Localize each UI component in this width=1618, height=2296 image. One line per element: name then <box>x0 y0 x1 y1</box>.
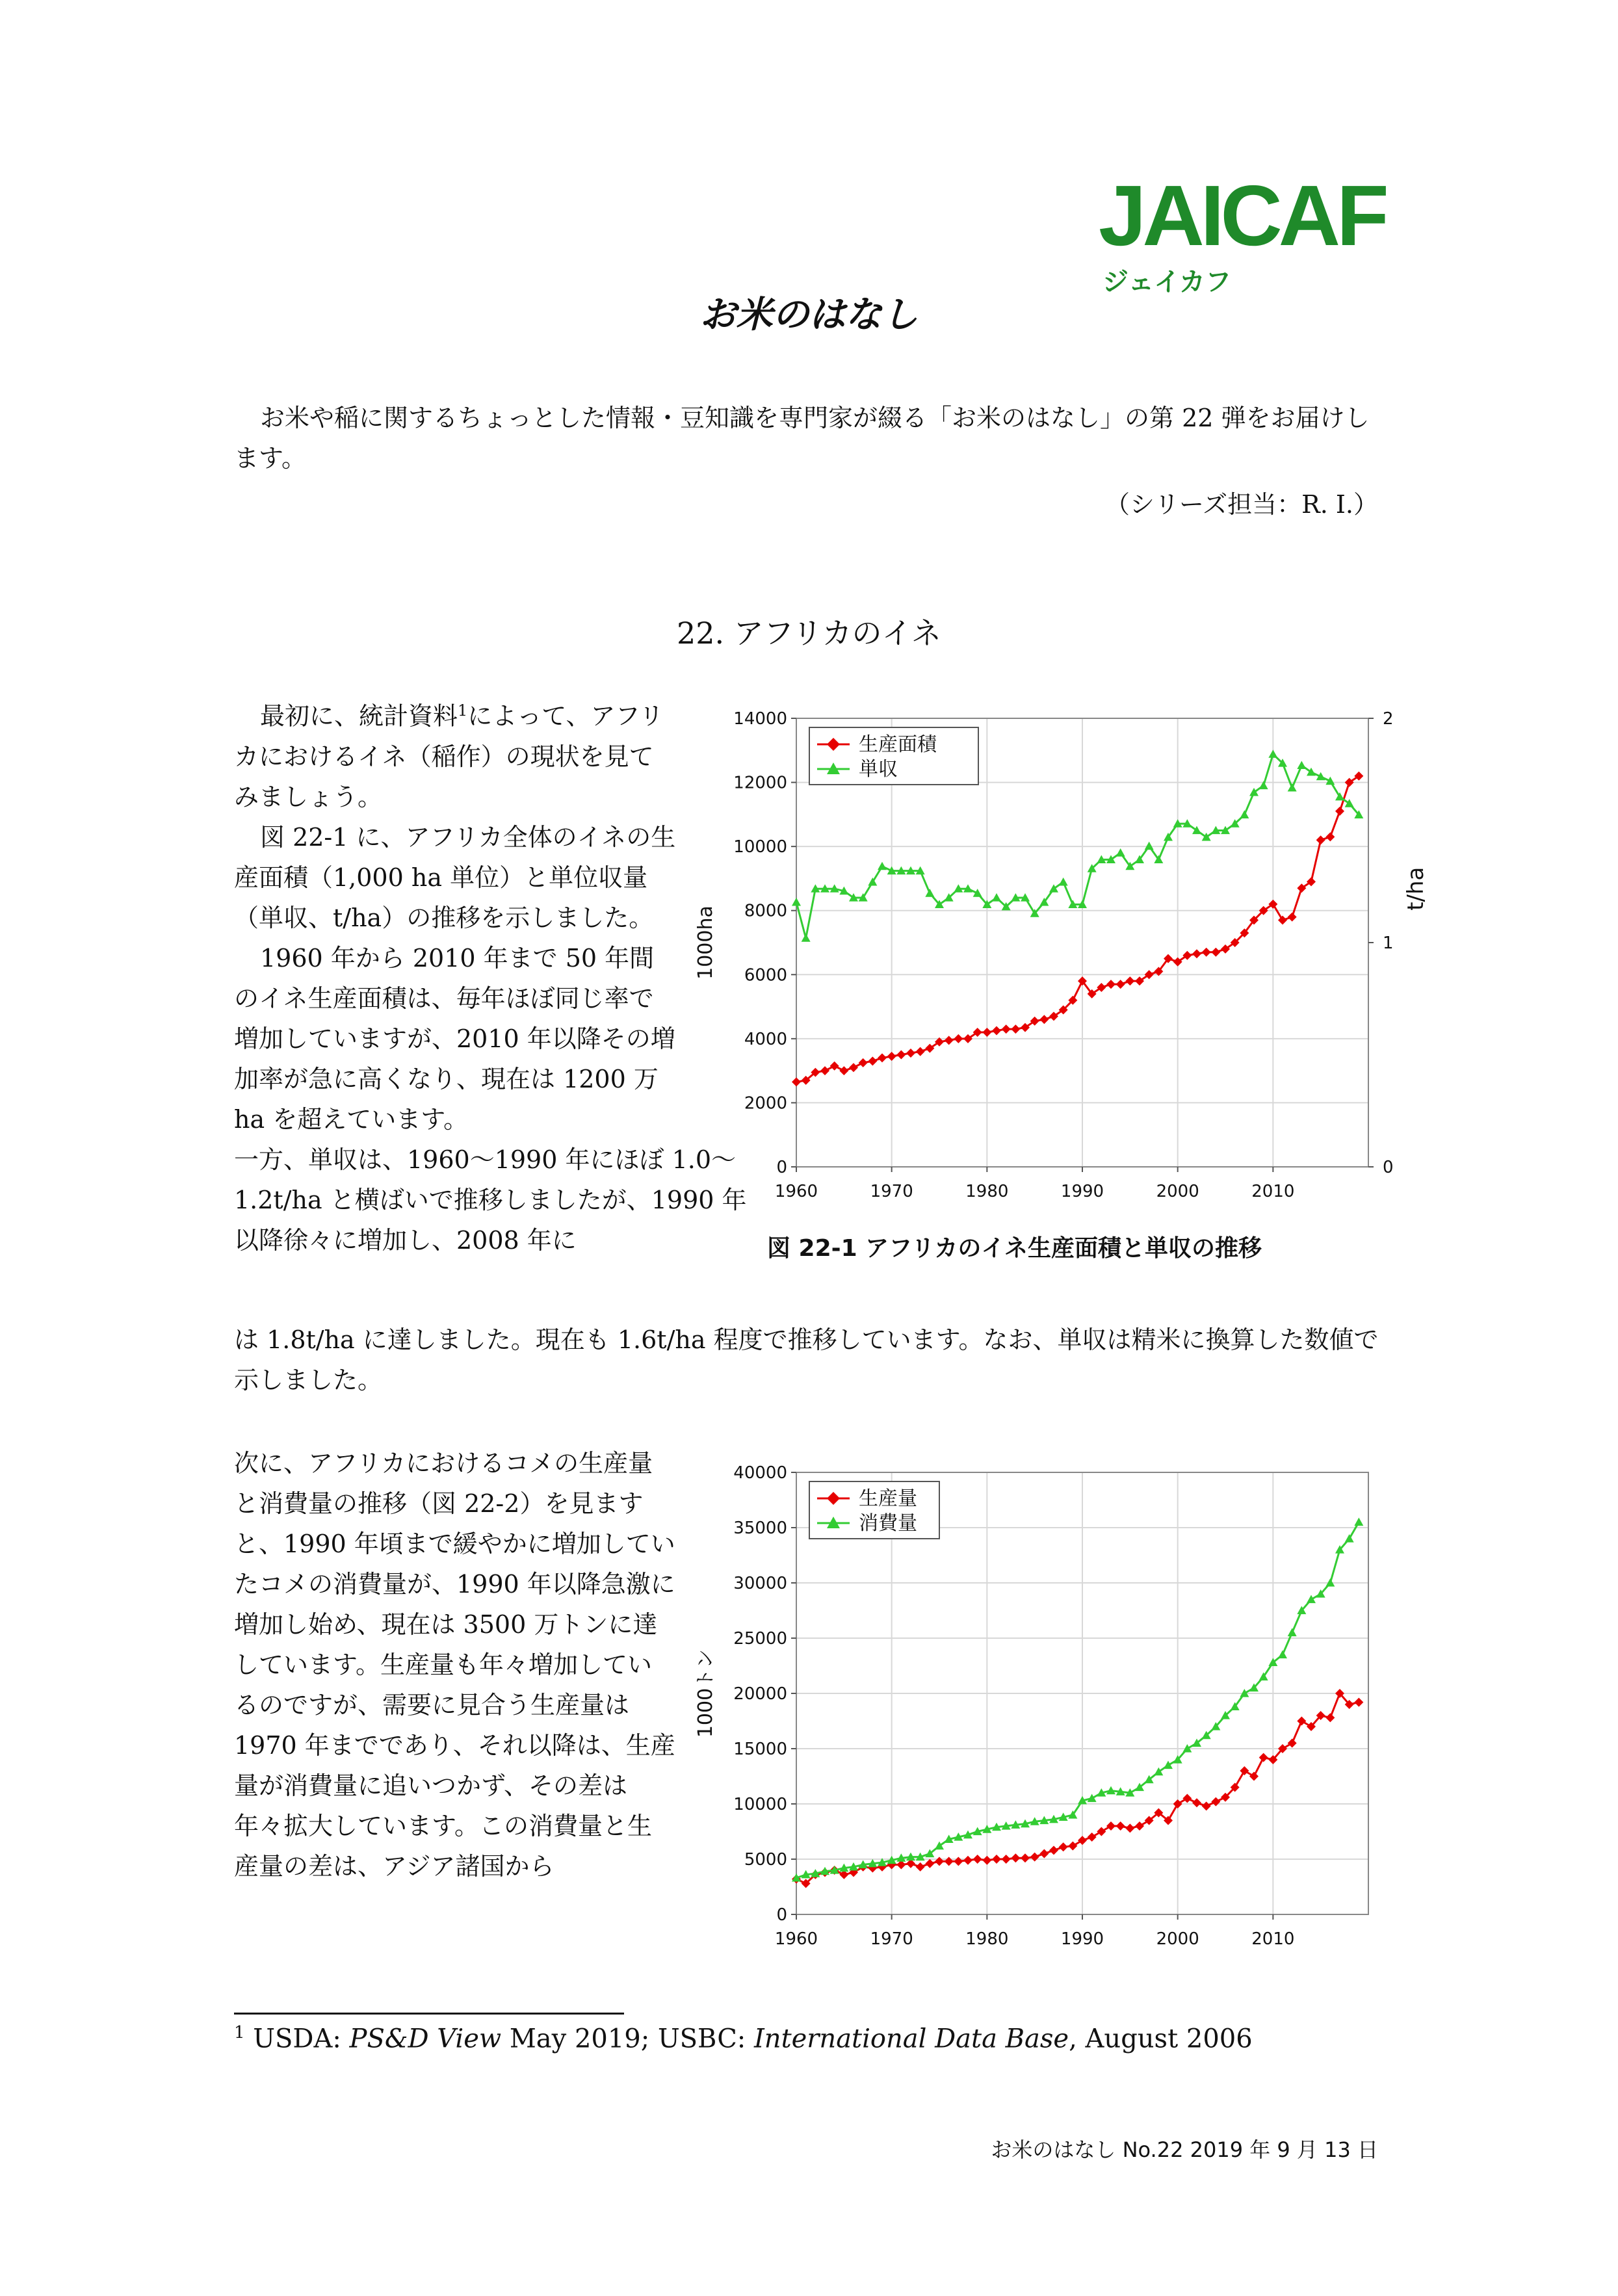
y-tick-label: 8000 <box>744 901 787 921</box>
x-tick-label: 1990 <box>1060 1929 1104 1949</box>
paragraph-1 <box>234 690 676 817</box>
y-axis-label: 1000ha <box>694 906 717 980</box>
data-point <box>1240 1766 1249 1775</box>
data-point <box>1125 976 1134 985</box>
x-tick-label: 2000 <box>1156 1182 1199 1201</box>
data-point <box>849 1063 858 1072</box>
data-point <box>935 1857 944 1866</box>
data-point <box>992 1855 1001 1864</box>
data-point <box>1316 835 1325 844</box>
data-point <box>1202 1801 1211 1810</box>
paragraph-2: 図 22-1 に、アフリカ全体のイネの生産面積（1,000 ha 単位）と単位収量（単収、t/ha）の推移を示しました。 <box>234 822 676 932</box>
data-point <box>830 1062 839 1071</box>
data-point <box>887 1052 896 1061</box>
y2-tick-label: 2 <box>1383 709 1394 729</box>
data-point <box>1211 1797 1220 1807</box>
y-tick-label: 10000 <box>733 1795 787 1814</box>
y-tick-label: 6000 <box>744 965 787 985</box>
x-tick-label: 1960 <box>774 1929 818 1949</box>
data-point <box>1278 1650 1287 1659</box>
data-point <box>1297 1717 1306 1726</box>
data-point <box>1116 1821 1125 1831</box>
footnote-mark: 1 <box>234 2023 245 2042</box>
data-point <box>1002 1855 1011 1864</box>
data-point <box>1288 1628 1297 1637</box>
data-point <box>1173 1799 1182 1808</box>
data-point <box>1192 949 1201 958</box>
data-point <box>1288 1739 1297 1748</box>
y-tick-label: 25000 <box>733 1629 787 1649</box>
data-point <box>1145 842 1154 850</box>
data-point <box>868 878 877 886</box>
footnote-text: , August 2006 <box>1069 2024 1253 2054</box>
x-tick-label: 2000 <box>1156 1929 1199 1949</box>
footnote-ref[interactable]: 1 <box>458 701 468 720</box>
data-point <box>945 1036 954 1045</box>
data-point <box>1116 848 1125 857</box>
x-tick-label: 2010 <box>1251 1182 1295 1201</box>
y-tick-label: 2000 <box>744 1093 787 1114</box>
data-point <box>1307 1595 1316 1604</box>
x-tick-label: 1970 <box>870 1929 913 1949</box>
figure-22-1-chart <box>689 702 1429 1222</box>
data-point <box>1297 761 1306 769</box>
footnote-divider <box>234 2013 624 2015</box>
data-point <box>963 1856 972 1865</box>
legend-label: 消費量 <box>859 1512 917 1535</box>
footnote-text: USDA: <box>253 2024 350 2054</box>
chart2-legend <box>809 1481 939 1539</box>
y-tick-label: 35000 <box>733 1519 787 1538</box>
paragraph-4b: は 1.8t/ha に達しました。現在も 1.6t/ha 程度で推移しています。なお、単収は精米に換算した数値で示しました。 <box>234 1325 1379 1394</box>
section-title: 22. アフリカのイネ <box>676 616 942 651</box>
data-point <box>1078 1836 1087 1845</box>
data-point <box>1192 1798 1201 1807</box>
data-point <box>1325 1713 1335 1722</box>
data-point <box>1049 1846 1058 1855</box>
footnote-title-a: PS&D View <box>349 2024 502 2054</box>
x-tick-label: 1970 <box>870 1182 913 1201</box>
y-tick-label: 15000 <box>733 1740 787 1759</box>
y-tick-label: 14000 <box>733 709 787 729</box>
data-point <box>1059 878 1068 886</box>
logo-katakana: ジェイカフ <box>1103 267 1231 297</box>
series-line <box>796 776 1359 1082</box>
data-point <box>1059 1842 1068 1851</box>
x-tick-label: 1980 <box>965 1929 1009 1949</box>
data-point <box>1354 1518 1363 1526</box>
data-point <box>1335 807 1344 816</box>
data-point <box>982 1028 991 1037</box>
data-point <box>839 1066 848 1075</box>
logo-wordmark: JAICAF <box>1099 168 1385 263</box>
data-point <box>1002 1024 1011 1034</box>
data-point <box>1288 783 1297 792</box>
data-point <box>1068 1842 1077 1851</box>
data-point <box>1211 948 1220 957</box>
y-tick-label: 5000 <box>744 1850 787 1870</box>
series-credit: （シリーズ担当：R. I.） <box>1105 490 1378 519</box>
y-tick-label: 20000 <box>733 1684 787 1704</box>
data-point <box>925 1859 934 1868</box>
data-point <box>868 1056 877 1065</box>
figure-22-2-chart <box>689 1459 1424 1966</box>
x-tick-label: 1980 <box>965 1182 1009 1201</box>
legend-label: 生産量 <box>859 1487 917 1510</box>
footnote-text: May 2019; USBC: <box>501 2024 754 2054</box>
data-point <box>1335 792 1344 801</box>
data-point <box>1325 832 1335 841</box>
series-title: お米のはなし <box>699 294 919 336</box>
data-point <box>945 1857 954 1866</box>
data-point <box>973 1855 982 1864</box>
y-tick-label: 40000 <box>733 1463 787 1483</box>
data-point <box>1088 1833 1097 1842</box>
x-tick-label: 2010 <box>1251 1929 1295 1949</box>
data-point <box>1259 1753 1268 1762</box>
data-point <box>1039 1015 1049 1024</box>
x-tick-label: 1960 <box>774 1182 818 1201</box>
data-point <box>1011 1853 1020 1862</box>
data-point <box>954 1034 963 1043</box>
data-point <box>802 933 811 942</box>
paragraph-4a: 一方、単収は、1960〜1990 年にほぼ 1.0〜1.2t/ha と横ばいで推移しましたが、1990 年以降徐々に増加し、2008 年に <box>234 1145 747 1255</box>
data-point <box>1097 1827 1106 1836</box>
data-point <box>1249 1772 1259 1781</box>
data-point <box>982 1856 991 1865</box>
data-point <box>1288 913 1297 922</box>
para1-text-b: によって、アフリカにおけるイネ（稲作）の現状を見てみましょう。 <box>234 701 664 811</box>
y2-axis-label: t/ha <box>1403 867 1429 911</box>
paragraph-3: 1960 年から 2010 年まで 50 年間のイネ生産面積は、毎年ほぼ同じ率で増加していますが、2010 年以降その増加率が急に高くなり、現在は 1200 万 ha を超えています。 <box>234 943 675 1134</box>
y-tick-label: 0 <box>776 1158 787 1177</box>
legend-label: 生産面積 <box>859 733 937 756</box>
data-point <box>1088 1794 1097 1803</box>
data-point <box>925 889 934 897</box>
data-point <box>1021 1853 1030 1862</box>
data-point <box>792 898 801 906</box>
footnote <box>234 2023 1404 2054</box>
data-point <box>878 1053 887 1062</box>
data-point <box>859 1058 868 1067</box>
y2-tick-label: 0 <box>1383 1158 1394 1177</box>
y-tick-label: 0 <box>776 1905 787 1925</box>
series-line <box>796 1693 1359 1883</box>
legend-label: 単収 <box>859 758 898 781</box>
chart2-marks <box>792 1518 1363 1888</box>
data-point <box>1354 1698 1363 1707</box>
series-line <box>796 1522 1359 1878</box>
y-tick-label: 12000 <box>733 773 787 793</box>
data-point <box>1039 1849 1049 1859</box>
data-point <box>820 1066 829 1075</box>
data-point <box>1125 1823 1134 1833</box>
y2-tick-label: 1 <box>1383 933 1394 953</box>
data-point <box>954 1857 963 1866</box>
footnote-title-b: International Data Base <box>754 2024 1069 2054</box>
data-point <box>1135 1821 1144 1831</box>
page-footer: お米のはなし No.22 2019 年 9 月 13 日 <box>991 2137 1378 2162</box>
chart1-marks <box>792 750 1363 1086</box>
chart1-grid <box>796 718 1368 1167</box>
data-point <box>1011 1024 1020 1034</box>
y-tick-label: 10000 <box>733 837 787 857</box>
y-axis-label: 1000トン <box>694 1649 717 1738</box>
data-point <box>878 862 887 870</box>
jaicaf-logo <box>1099 168 1437 297</box>
para1-text-a: 最初に、統計資料 <box>260 701 458 731</box>
chart1-legend <box>809 727 978 785</box>
data-point <box>906 1049 915 1058</box>
figure-22-1-caption: 図 22-1 アフリカのイネ生産面積と単収の推移 <box>767 1235 1262 1262</box>
data-point <box>1182 1794 1192 1803</box>
data-point <box>896 1050 906 1060</box>
data-point <box>1030 1853 1039 1862</box>
text-column-1 <box>234 690 747 1260</box>
data-point <box>1106 980 1116 989</box>
data-point <box>1345 1534 1354 1543</box>
data-point <box>916 1047 925 1056</box>
data-point <box>1164 1761 1173 1769</box>
data-point <box>916 1862 925 1872</box>
data-point <box>1116 980 1125 989</box>
y-tick-label: 30000 <box>733 1574 787 1593</box>
x-tick-label: 1990 <box>1060 1182 1104 1201</box>
data-point <box>1268 750 1277 758</box>
data-point <box>1278 916 1287 925</box>
data-point <box>992 893 1001 902</box>
data-point <box>1202 948 1211 957</box>
data-point <box>992 1026 1001 1036</box>
data-point <box>792 1077 801 1086</box>
data-point <box>1106 1821 1116 1831</box>
paragraph-5: 次に、アフリカにおけるコメの生産量と消費量の推移（図 22-2）を見ますと、1990 年頃まで緩やかに増加していたコメの消費量が、1990 年以降急激に増加し始め、現在は 3500 万トンに達しています。生産量も年々増加しているのですが、需要に見合う生産量は 1970 年までであり、それ以降は、生産量が消費量に追いつかず、その差は年々拡大しています。この消費量と生産量の差は、アジア諸国から <box>234 1449 675 1881</box>
data-point <box>1240 810 1249 818</box>
intro-paragraph: お米や稲に関するちょっとした情報・豆知識を専門家が綴る「お米のはなし」の第 22 弾をお届けします。 <box>234 404 1370 473</box>
y-tick-label: 4000 <box>744 1029 787 1049</box>
